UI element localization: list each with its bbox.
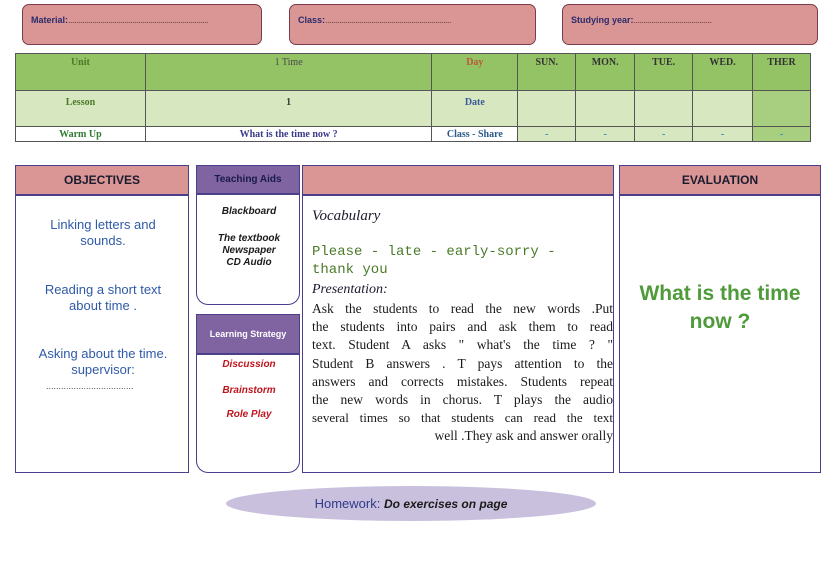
objectives-panel <box>15 195 189 473</box>
content-panel <box>302 195 614 473</box>
date-sun <box>518 91 576 127</box>
homework-label: Homework: <box>314 496 381 511</box>
objective-2: Reading a short text about time . <box>44 282 162 313</box>
strategy-discussion: Discussion <box>222 359 276 370</box>
day-mon: MON. <box>576 54 635 91</box>
presentation-line: the students into pairs and ask them to read <box>312 319 613 335</box>
content-header <box>302 165 614 195</box>
vocabulary-words-line2: thank you <box>312 262 388 278</box>
aid-textbook: The textbook <box>217 233 281 244</box>
presentation-line: Student B answers . T pays attention to the <box>312 355 613 371</box>
objectives-header: OBJECTIVES <box>15 165 189 195</box>
presentation-title: Presentation: <box>312 282 388 297</box>
schedule-table <box>15 53 811 142</box>
day-ther: THER <box>753 54 811 91</box>
studying-year-box <box>562 4 818 45</box>
date-tue <box>635 91 693 127</box>
homework-text: Do exercises on page <box>383 496 508 511</box>
class-box <box>289 4 536 45</box>
vocabulary-title: Vocabulary <box>312 208 381 224</box>
lesson-row <box>16 91 811 127</box>
presentation-text <box>312 300 613 446</box>
aid-newspaper: Newspaper <box>222 245 276 256</box>
warmup-value: What is the time now ? <box>145 127 432 142</box>
material-dots: ...................................................................... <box>68 15 209 25</box>
unit-value: 1 Time <box>145 54 432 91</box>
class-dots: ............................................................... <box>325 15 452 25</box>
date-ther <box>753 91 811 127</box>
teaching-aids-panel <box>196 194 300 305</box>
strategy-role-play: Role Play <box>226 409 272 420</box>
presentation-line: the new words in chorus. T plays the audio <box>312 392 613 408</box>
teaching-aids-header: Teaching Aids <box>196 165 300 194</box>
share-wed: - <box>693 127 753 142</box>
day-wed: WED. <box>693 54 753 91</box>
warmup-label: Warm Up <box>16 127 146 142</box>
share-tue: - <box>635 127 693 142</box>
class-label: Class: <box>298 15 326 25</box>
material-box <box>22 4 262 45</box>
date-wed <box>693 91 753 127</box>
objective-3: Asking about the time. supervisor: <box>38 346 168 377</box>
warmup-row <box>16 127 811 142</box>
aid-cd-audio: CD Audio <box>226 257 272 268</box>
learning-strategy-header: Learning Strategy <box>196 314 300 354</box>
presentation-line: Ask the students to read the new words .Put <box>312 301 613 316</box>
lesson-value: 1 <box>145 91 432 127</box>
studying-year-label: Studying year: <box>571 15 634 25</box>
evaluation-question-line1: What is the time <box>639 282 801 305</box>
aid-blackboard: Blackboard <box>221 206 277 217</box>
studying-year-dots: ....................................... <box>633 15 712 25</box>
vocabulary-words-line1: Please - late - early-sorry - <box>312 244 556 260</box>
objective-dots: ................................... <box>46 381 134 391</box>
class-share-label: Class - Share <box>432 127 518 142</box>
homework-ellipse <box>226 486 596 521</box>
date-mon <box>576 91 635 127</box>
day-label: Day <box>432 54 518 91</box>
day-tue: TUE. <box>635 54 693 91</box>
presentation-line: answers and corrects mistakes. Students repeat <box>312 373 613 389</box>
evaluation-panel <box>619 195 821 473</box>
lesson-label: Lesson <box>16 91 146 127</box>
objective-1: Linking letters and sounds. <box>50 217 156 248</box>
share-ther: - <box>753 127 811 142</box>
evaluation-header: EVALUATION <box>619 165 821 195</box>
date-label: Date <box>432 91 518 127</box>
presentation-line: text. Student A asks " what's the time ? " <box>312 337 613 353</box>
day-sun: SUN. <box>518 54 576 91</box>
learning-strategy-panel <box>196 354 300 473</box>
share-mon: - <box>576 127 635 142</box>
evaluation-question-line2: now ? <box>689 310 751 333</box>
unit-row <box>16 54 811 91</box>
material-label: Material: <box>31 15 69 25</box>
share-sun: - <box>518 127 576 142</box>
presentation-line: several times so that students can read the text <box>312 410 613 426</box>
presentation-line: well .They ask and answer orally <box>434 428 613 444</box>
strategy-brainstorm: Brainstorm <box>222 385 276 396</box>
unit-label: Unit <box>16 54 146 91</box>
